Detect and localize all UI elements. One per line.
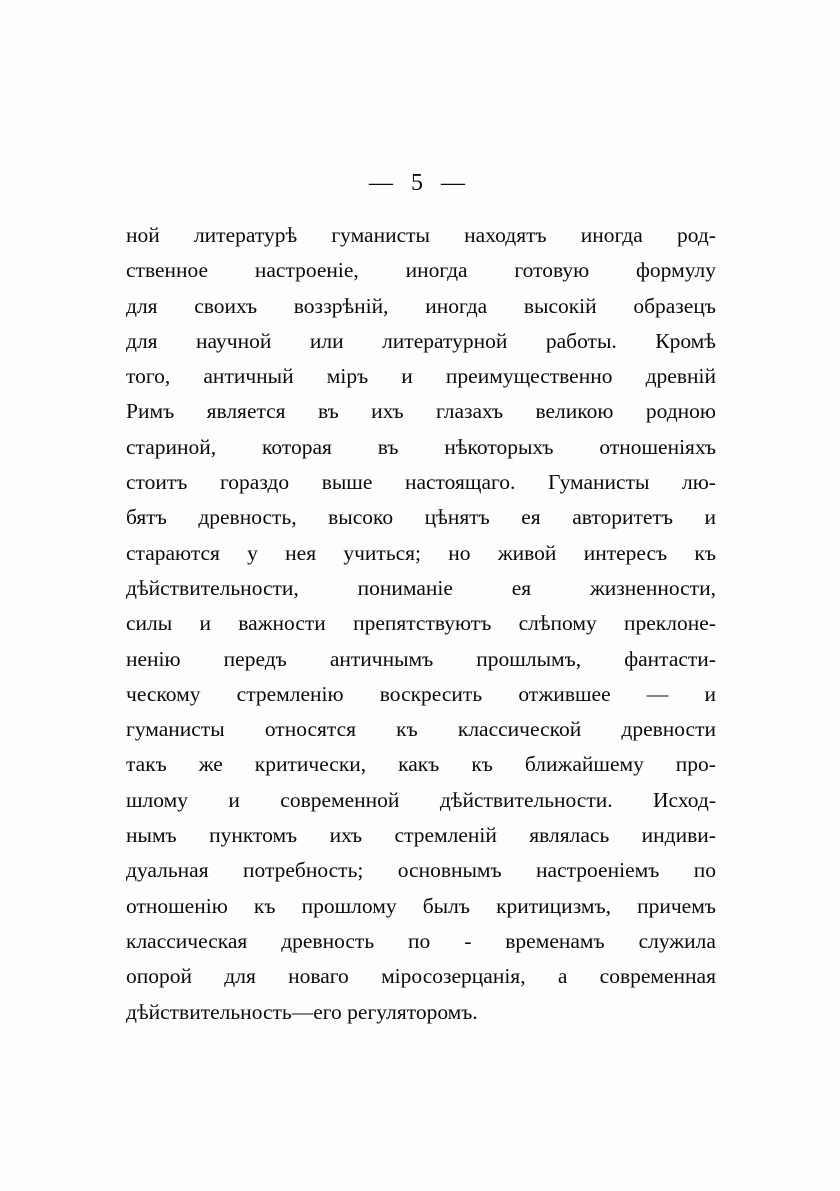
word: нымъ xyxy=(126,823,177,848)
word: относятся xyxy=(264,717,357,742)
word: про- xyxy=(675,752,716,777)
word: а xyxy=(557,964,568,989)
word: настроеніе, xyxy=(254,258,359,283)
word: гуманисты xyxy=(331,223,430,247)
word: для xyxy=(126,293,158,318)
word: бятъ xyxy=(126,505,167,530)
word: являлась xyxy=(529,823,610,848)
word: служила xyxy=(638,928,716,953)
word: міръ xyxy=(326,364,369,389)
word: - xyxy=(464,928,472,953)
body-text xyxy=(126,218,716,1030)
word: или xyxy=(309,328,344,353)
word: фантасти- xyxy=(624,646,716,671)
word: преимущественно xyxy=(445,364,613,389)
text-line xyxy=(126,289,716,324)
word: стоитъ xyxy=(126,470,188,495)
text-line: дѣйствительность—его регуляторомъ. xyxy=(126,999,478,1024)
word: такъ xyxy=(126,752,167,777)
word: ственное xyxy=(126,258,209,283)
word: передъ xyxy=(223,646,287,671)
word: нея xyxy=(285,540,317,565)
word: того, xyxy=(126,364,171,389)
word: воззрѣній, xyxy=(293,293,389,318)
text-line xyxy=(126,359,716,394)
word: и xyxy=(228,787,240,812)
word: прошлымъ, xyxy=(476,646,582,671)
word: литературѣ xyxy=(193,223,298,247)
text-line xyxy=(126,853,716,888)
word: род- xyxy=(676,223,716,247)
word: временамъ xyxy=(505,928,605,953)
word: и xyxy=(401,364,413,389)
word: шлому xyxy=(126,787,188,812)
word: опорой xyxy=(126,964,193,989)
word: важности xyxy=(238,611,326,636)
word: литературной xyxy=(382,328,508,353)
word: является xyxy=(206,399,286,424)
text-line xyxy=(126,218,716,253)
word: дѣйствительности. xyxy=(439,787,613,812)
word: какъ xyxy=(398,752,440,777)
word: образецъ xyxy=(633,293,716,318)
word: пониманіе xyxy=(357,575,453,600)
word: по xyxy=(693,858,716,883)
word: иногда xyxy=(425,293,488,318)
word: къ xyxy=(694,540,716,565)
text-line xyxy=(126,924,716,959)
text-line xyxy=(126,959,716,994)
word: учиться; xyxy=(343,540,422,565)
word: нѣкоторыхъ xyxy=(444,434,554,459)
word: родною xyxy=(645,399,716,424)
word: ихъ xyxy=(371,399,404,424)
word: у xyxy=(247,540,258,565)
word: гораздо xyxy=(220,470,290,495)
word: и xyxy=(704,505,716,530)
word: Исход- xyxy=(653,787,716,812)
word: дуальная xyxy=(126,858,209,883)
text-line xyxy=(126,465,716,500)
word: настроеніемъ xyxy=(536,858,660,883)
text-line xyxy=(126,677,716,712)
word: готовую xyxy=(514,258,590,283)
word: античнымъ xyxy=(329,646,434,671)
text-line xyxy=(126,889,716,924)
word: — xyxy=(646,681,669,706)
word: стремленій xyxy=(394,823,497,848)
word: современной xyxy=(280,787,400,812)
word: интересъ xyxy=(583,540,668,565)
word: своихъ xyxy=(194,293,258,318)
word: живой xyxy=(497,540,557,565)
word: великою xyxy=(535,399,614,424)
word: научной xyxy=(196,328,272,353)
word: древность xyxy=(281,928,375,953)
text-line xyxy=(126,324,716,359)
word: древности xyxy=(621,717,716,742)
word: античный xyxy=(203,364,294,389)
word: современная xyxy=(599,964,716,989)
word: работы. xyxy=(545,328,617,353)
word: къ xyxy=(471,752,493,777)
word: но xyxy=(448,540,471,565)
word: находятъ xyxy=(464,223,547,247)
word: ея xyxy=(511,575,532,600)
word: лю- xyxy=(682,470,716,495)
word: ной xyxy=(126,223,160,247)
word: былъ xyxy=(422,893,470,918)
word: индиви- xyxy=(641,823,716,848)
text-line xyxy=(126,606,716,641)
text-line xyxy=(126,818,716,853)
word: по xyxy=(408,928,431,953)
word: жизненности, xyxy=(589,575,716,600)
word: Кромѣ xyxy=(655,328,716,353)
word: ея xyxy=(521,505,541,530)
word: къ xyxy=(396,717,418,742)
word: иногда xyxy=(580,223,643,247)
word: для xyxy=(224,964,256,989)
word: глазахъ xyxy=(436,399,504,424)
word: высокій xyxy=(523,293,597,318)
word: отношенію xyxy=(126,893,228,918)
word: и xyxy=(199,611,212,636)
word: слѣпому xyxy=(518,611,597,636)
text-line xyxy=(126,253,716,288)
word: формулу xyxy=(636,258,716,283)
text-line xyxy=(126,430,716,465)
word: гуманисты xyxy=(126,717,225,742)
word: которая xyxy=(262,434,332,459)
word: ческому xyxy=(126,681,201,706)
word: выше xyxy=(321,470,373,495)
page-number: — 5 — xyxy=(369,170,471,196)
word: отжившее xyxy=(518,681,611,706)
word: ближайшему xyxy=(524,752,644,777)
word: критицизмъ, xyxy=(496,893,611,918)
word: отношеніяхъ xyxy=(599,434,716,459)
word: міросозерцанія, xyxy=(381,964,526,989)
word: преклоне- xyxy=(624,611,716,636)
word: древній xyxy=(645,364,716,389)
word: цѣнятъ xyxy=(424,505,490,530)
word: причемъ xyxy=(637,893,716,918)
text-line xyxy=(126,571,716,606)
word: воскресить xyxy=(379,681,483,706)
word: классической xyxy=(457,717,582,742)
word: классическая xyxy=(126,928,248,953)
word: настоящаго. xyxy=(404,470,516,495)
word: стремленію xyxy=(236,681,344,706)
word: въ xyxy=(317,399,339,424)
word: основнымъ xyxy=(397,858,502,883)
word: для xyxy=(126,328,158,353)
word: авторитетъ xyxy=(572,505,673,530)
word: новаго xyxy=(288,964,349,989)
text-line xyxy=(126,500,716,535)
text-line xyxy=(126,536,716,571)
word: иногда xyxy=(405,258,468,283)
word: ненію xyxy=(126,646,181,671)
word: къ xyxy=(253,893,276,918)
word: силы xyxy=(126,611,173,636)
word: и xyxy=(704,681,716,706)
word: критически, xyxy=(254,752,367,777)
word: древность, xyxy=(198,505,297,530)
word: дѣйствительности, xyxy=(126,575,299,600)
word: высоко xyxy=(328,505,394,530)
word: препятствуютъ xyxy=(353,611,492,636)
text-line xyxy=(126,642,716,677)
word: пунктомъ xyxy=(209,823,298,848)
word: Гуманисты xyxy=(547,470,650,495)
word: же xyxy=(198,752,223,777)
word: стараются xyxy=(126,540,220,565)
word: потребность; xyxy=(242,858,364,883)
word: ихъ xyxy=(329,823,363,848)
text-line xyxy=(126,394,716,429)
text-line xyxy=(126,712,716,747)
text-line xyxy=(126,783,716,818)
word: стариной, xyxy=(126,434,217,459)
word: въ xyxy=(377,434,399,459)
text-line xyxy=(126,747,716,782)
word: прошлому xyxy=(301,893,397,918)
word: Римъ xyxy=(126,399,175,424)
